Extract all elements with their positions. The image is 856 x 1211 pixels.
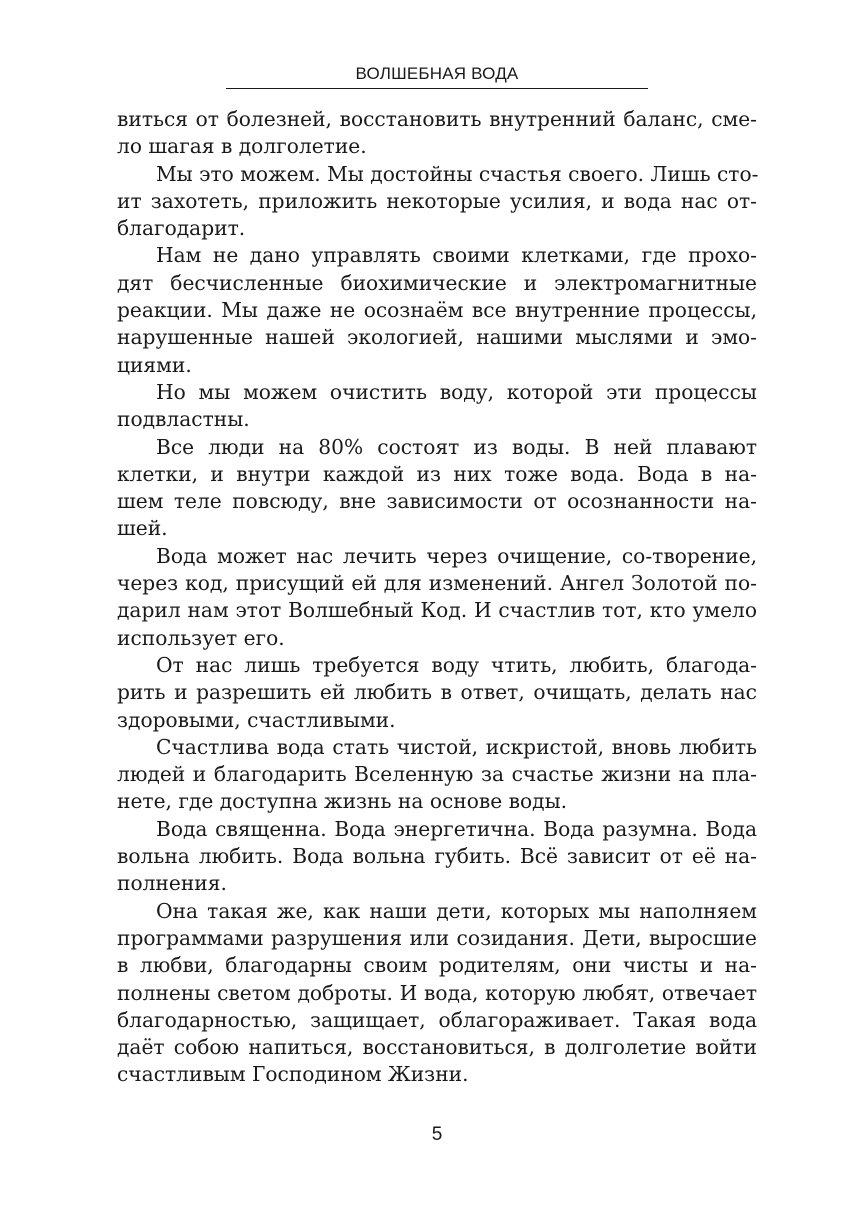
- text-line: счастливым Господином Жизни.: [117, 1062, 469, 1087]
- text-line: даёт собою напиться, восстановиться, в долголетие войти: [117, 1035, 757, 1060]
- body-text: [117, 106, 757, 1089]
- text-line: через код, присущий ей для изменений. Ангел Золотой по-: [117, 571, 757, 596]
- text-line: Вода священна. Вода энергетична. Вода разумна. Вода: [156, 816, 757, 841]
- text-line: подвластны.: [117, 407, 250, 432]
- text-line: шем теле повсюду, вне зависимости от осознанности на-: [117, 489, 757, 514]
- text-line: людей и благодарить Вселенную за счастье жизни на пла-: [117, 762, 757, 787]
- page-number: 5: [431, 1124, 443, 1145]
- text-line: реакции. Мы даже не осознаём все внутренние процессы,: [117, 298, 757, 323]
- text-line: шей.: [117, 516, 168, 541]
- paragraph: [117, 242, 757, 378]
- paragraph: [117, 543, 757, 652]
- text-line: программами разрушения или созидания. Дети, выросшие: [117, 925, 757, 950]
- paragraph: [117, 161, 757, 243]
- text-line: благодарит.: [117, 216, 246, 241]
- paragraph: [117, 106, 757, 161]
- paragraph: [117, 734, 757, 816]
- text-line: нарушенные нашей экологией, нашими мыслями и эмо-: [117, 325, 757, 350]
- paragraph: [117, 816, 757, 898]
- text-line: нете, где доступна жизнь на основе воды.: [117, 789, 568, 814]
- text-line: дят бесчисленные биохимические и электромагнитные: [117, 270, 757, 295]
- paragraph: [117, 379, 757, 434]
- text-line: клетки, и внутри каждой из них тоже вода. Вода в на-: [117, 461, 757, 486]
- text-line: циями.: [117, 352, 192, 377]
- text-line: Вода может нас лечить через очищение, со-творение,: [156, 543, 757, 568]
- paragraph: [117, 898, 757, 1089]
- text-line: ло шагая в долголетие.: [117, 134, 367, 159]
- text-line: Но мы можем очистить воду, которой эти процессы: [156, 379, 757, 404]
- text-line: Мы это можем. Мы достойны счастья своего. Лишь сто-: [156, 161, 759, 186]
- text-line: Все люди на 80% состоят из воды. В ней плавают: [156, 434, 757, 459]
- text-line: вольна любить. Вода вольна губить. Всё зависит от её на-: [117, 844, 757, 869]
- text-line: полнены светом доброты. И вода, которую любят, отвечает: [117, 980, 757, 1005]
- text-line: Нам не дано управлять своими клетками, где прохо-: [156, 243, 757, 268]
- paragraph: [117, 434, 757, 543]
- text-line: Она такая же, как наши дети, которых мы наполняем: [156, 898, 757, 923]
- text-line: виться от болезней, восстановить внутренний баланс, сме-: [117, 107, 757, 131]
- text-line: в любви, благодарны своим родителям, они чисты и на-: [117, 953, 757, 978]
- running-head: ВОЛШЕБНАЯ ВОДА: [355, 64, 519, 83]
- text-line: использует его.: [117, 625, 285, 650]
- text-line: дарил нам этот Волшебный Код. И счастлив тот, кто умело: [117, 598, 757, 623]
- paragraph: [117, 652, 757, 734]
- text-line: рить и разрешить ей любить в ответ, очищать, делать нас: [117, 680, 757, 705]
- text-line: благодарностью, защищает, облагораживает. Такая вода: [117, 1007, 757, 1032]
- text-line: От нас лишь требуется воду чтить, любить, благода-: [156, 652, 757, 677]
- text-line: Счастлива вода стать чистой, искристой, вновь любить: [156, 734, 757, 759]
- header-rule: [226, 88, 648, 89]
- text-line: здоровыми, счастливыми.: [117, 707, 396, 732]
- text-line: полнения.: [117, 871, 227, 896]
- text-line: ит захотеть, приложить некоторые усилия, и вода нас от-: [117, 188, 757, 213]
